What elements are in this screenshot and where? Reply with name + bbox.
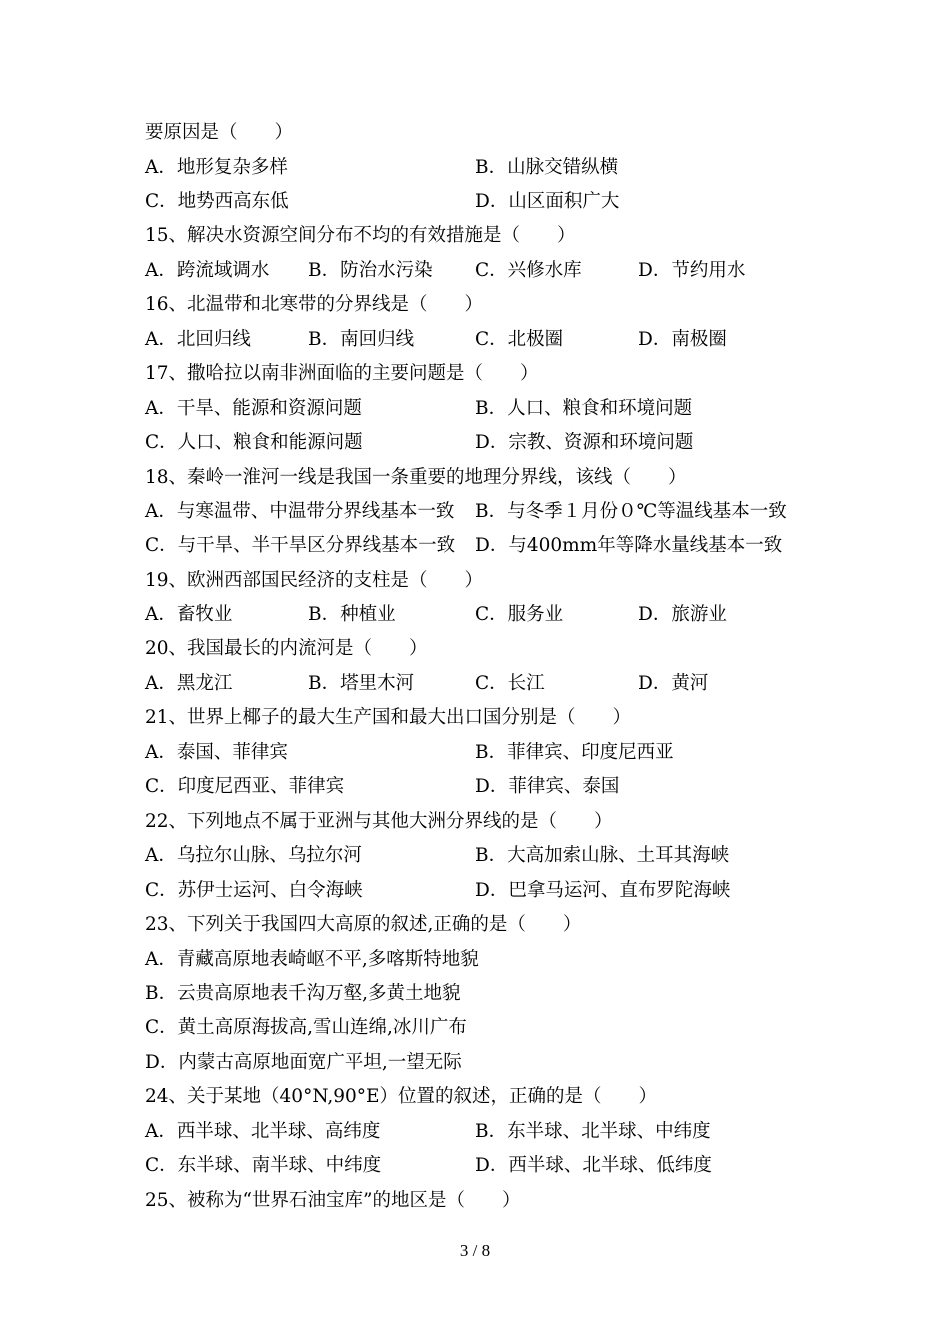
question-stem: 24、关于某地（40°N,90°E）位置的叙述，正确的是（ ） [145,1086,658,1107]
options-row [0,839,950,873]
options-row [0,529,950,563]
option-line [0,1046,950,1080]
options-row [0,426,950,460]
question-text [0,564,950,598]
question-stem: 19、欧洲西部国民经济的支柱是（ ） [145,570,484,591]
answer-option: D．内蒙古高原地面宽广平坦,一望无际 [145,1052,462,1073]
question-stem: 16、北温带和北寒带的分界线是（ ） [145,294,484,315]
question-text [0,461,950,495]
answer-option-c: C．长江 [475,673,545,694]
options-row [0,254,950,288]
answer-option-a: A．与寒温带、中温带分界线基本一致 [145,501,455,522]
options-row [0,495,950,529]
answer-option-a: C．与干旱、半干旱区分界线基本一致 [145,535,456,556]
answer-option-a: A．干旱、能源和资源问题 [145,398,362,419]
answer-option-a: C．印度尼西亚、菲律宾 [145,776,345,797]
options-row [0,598,950,632]
option-line [0,943,950,977]
question-text [0,1080,950,1114]
answer-option-b: B．防治水污染 [308,260,433,281]
question-stem: 18、秦岭一淮河一线是我国一条重要的地理分界线，该线（ ） [145,467,687,488]
question-stem: 20、我国最长的内流河是（ ） [145,638,428,659]
answer-option-b: D．宗教、资源和环境问题 [475,432,694,453]
answer-option-b: D．巴拿马运河、直布罗陀海峡 [475,880,731,901]
answer-option-b: B．与冬季１月份０℃等温线基本一致 [475,501,787,522]
answer-option-a: A．黑龙江 [145,673,233,694]
question-text [0,701,950,735]
answer-option-a: A．地形复杂多样 [145,157,288,178]
answer-option-a: A．北回归线 [145,329,251,350]
question-stem: 23、下列关于我国四大高原的叙述,正确的是（ ） [145,914,582,935]
answer-option-b: B．种植业 [308,604,396,625]
answer-option: A．青藏高原地表崎岖不平,多喀斯特地貌 [145,949,479,970]
answer-option-a: A．西半球、北半球、高纬度 [145,1121,381,1142]
answer-option-a: C．地势西高东低 [145,191,289,212]
options-row [0,323,950,357]
options-row [0,392,950,426]
question-text [0,219,950,253]
answer-option-b: B．大高加索山脉、土耳其海峡 [475,845,730,866]
answer-option-a: A．乌拉尔山脉、乌拉尔河 [145,845,362,866]
answer-option-a: C．苏伊士运河、白令海峡 [145,880,363,901]
question-stem: 17、撒哈拉以南非洲面临的主要问题是（ ） [145,363,539,384]
option-line [0,977,950,1011]
answer-option-d: D．南极圈 [638,329,727,350]
answer-option-b: B．东半球、北半球、中纬度 [475,1121,711,1142]
answer-option-b: D．西半球、北半球、低纬度 [475,1155,712,1176]
question-text [0,288,950,322]
options-row [0,1115,950,1149]
question-text [0,632,950,666]
answer-option-b: B．南回归线 [308,329,415,350]
question-text [0,805,950,839]
answer-option-d: D．黄河 [638,673,709,694]
option-line [0,1011,950,1045]
options-row [0,151,950,185]
question-continuation: 要原因是（ ） [145,122,294,143]
answer-option-c: C．服务业 [475,604,564,625]
answer-option-b: B．人口、粮食和环境问题 [475,398,693,419]
answer-option-b: B．山脉交错纵横 [475,157,619,178]
question-stem: 22、下列地点不属于亚洲与其他大洲分界线的是（ ） [145,811,613,832]
answer-option-c: C．兴修水库 [475,260,582,281]
answer-option-c: C．北极圈 [475,329,564,350]
question-text [0,357,950,391]
answer-option-a: C．东半球、南半球、中纬度 [145,1155,382,1176]
answer-option-a: A．跨流域调水 [145,260,270,281]
answer-option-d: D．节约用水 [638,260,746,281]
options-row [0,874,950,908]
options-row [0,736,950,770]
answer-option-a: A．泰国、菲律宾 [145,742,288,763]
answer-option-a: C．人口、粮食和能源问题 [145,432,363,453]
answer-option-b: D．菲律宾、泰国 [475,776,620,797]
question-stem: 25、被称为“世界石油宝库”的地区是（ ） [145,1190,521,1211]
answer-option-b: D．与400mm年等降水量线基本一致 [475,535,783,556]
options-row [0,185,950,219]
answer-option: B．云贵高原地表千沟万壑,多黄土地貌 [145,983,461,1004]
question-stem: 21、世界上椰子的最大生产国和最大出口国分别是（ ） [145,707,632,728]
question-text [0,908,950,942]
answer-option-a: A．畜牧业 [145,604,233,625]
page-number: 3 / 8 [459,1241,491,1260]
answer-option-b: D．山区面积广大 [475,191,620,212]
answer-option-b: B．菲律宾、印度尼西亚 [475,742,674,763]
question-text [0,1184,950,1218]
answer-option: C．黄土高原海拔高,雪山连绵,冰川广布 [145,1017,467,1038]
options-row [0,770,950,804]
options-row [0,667,950,701]
answer-option-d: D．旅游业 [638,604,727,625]
answer-option-b: B．塔里木河 [308,673,415,694]
options-row [0,1149,950,1183]
question-stem: 15、解决水资源空间分布不均的有效措施是（ ） [145,225,576,246]
question-text [0,116,950,150]
